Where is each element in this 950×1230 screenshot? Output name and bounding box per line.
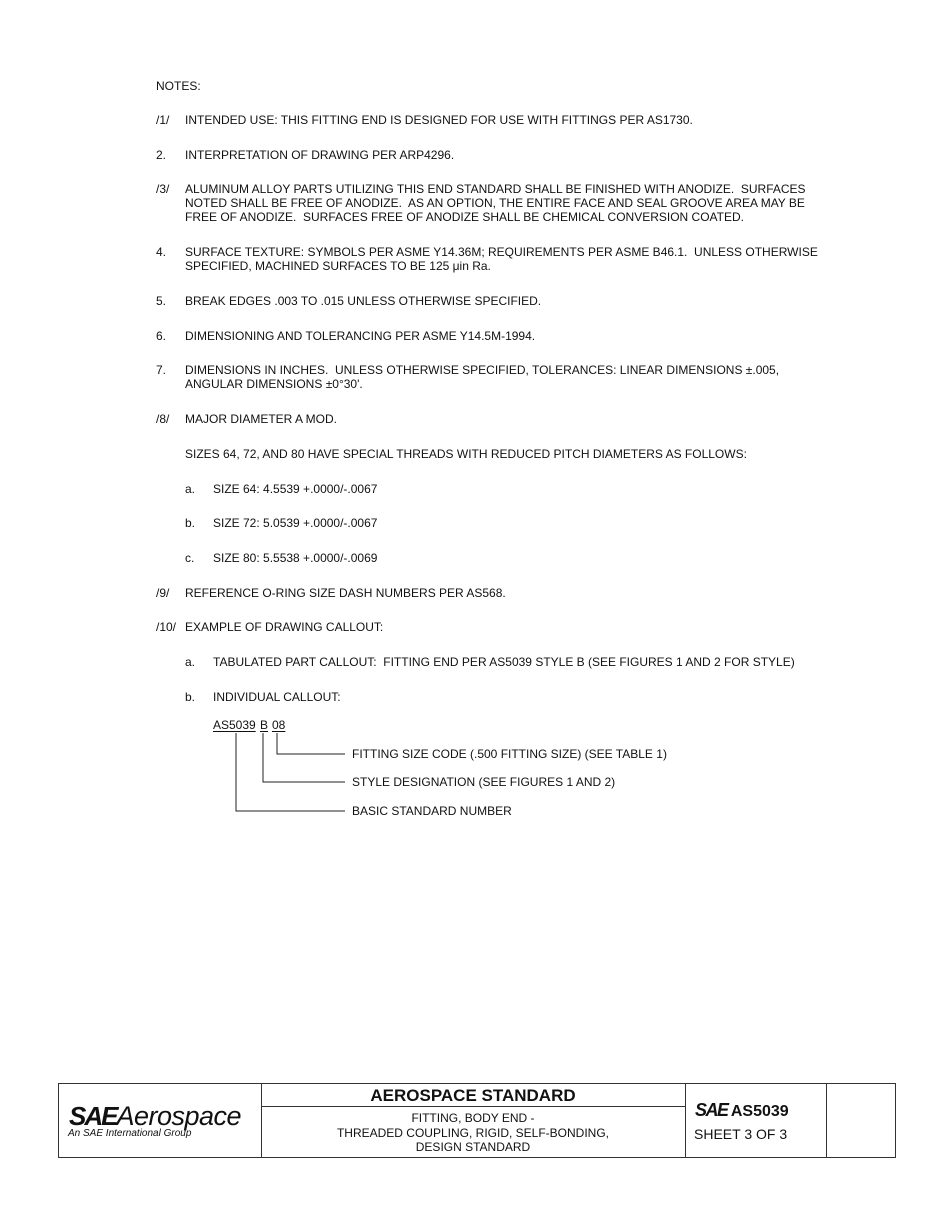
document-title-line-3: DESIGN STANDARD [415,1140,531,1154]
title-block-divider [826,1084,827,1157]
note-3-line-1: ALUMINUM ALLOY PARTS UTILIZING THIS END STANDARD SHALL BE FINISHED WITH ANODIZE. SURFACES [185,182,806,196]
note-10-text: EXAMPLE OF DRAWING CALLOUT: [185,620,384,634]
callout-label-size: FITTING SIZE CODE (.500 FITTING SIZE) (SEE TABLE 1) [352,747,667,761]
notes-heading: NOTES: [156,79,201,93]
note-8-item-c-number: c. [185,551,195,565]
note-7-line-1: DIMENSIONS IN INCHES. UNLESS OTHERWISE SPECIFIED, TOLERANCES: LINEAR DIMENSIONS ±.005, [185,363,780,377]
leader-basic [236,733,345,811]
document-number [695,1100,789,1122]
note-10-item-b-text: INDIVIDUAL CALLOUT: [213,690,341,704]
note-8-number: /8/ [156,412,170,426]
note-3-line-3: FREE OF ANODIZE. SURFACES FREE OF ANODIZE SHALL BE CHEMICAL CONVERSION COATED. [185,210,744,224]
note-8-item-b-text: SIZE 72: 5.0539 +.0000/-.0067 [213,516,378,530]
note-4-line-1: SURFACE TEXTURE: SYMBOLS PER ASME Y14.36M; REQUIREMENTS PER ASME B46.1. UNLESS OTHERWISE [185,245,818,259]
sheet-number: SHEET 3 OF 3 [694,1126,788,1142]
logo-tagline: An SAE International Group [68,1128,192,1139]
note-6-text: DIMENSIONING AND TOLERANCING PER ASME Y14.5M-1994. [185,329,536,343]
document-title-line-2: THREADED COUPLING, RIGID, SELF-BONDING, [336,1126,610,1140]
note-3-line-2: NOTED SHALL BE FREE OF ANODIZE. AS AN OPTION, THE ENTIRE FACE AND SEAL GROOVE AREA MAY BE [185,196,805,210]
callout-size-code: 08 [272,718,286,732]
note-9-text: REFERENCE O-RING SIZE DASH NUMBERS PER AS568. [185,586,506,600]
note-10-item-a-text: TABULATED PART CALLOUT: FITTING END PER AS5039 STYLE B (SEE FIGURES 1 AND 2 FOR STYLE) [213,655,795,669]
note-10-item-b-number: b. [185,690,196,704]
callout-basic-number: AS5039 [213,718,256,732]
note-8-item-a-text: SIZE 64: 4.5539 +.0000/-.0067 [213,482,378,496]
note-8-item-a-number: a. [185,482,196,496]
note-8-item-b-number: b. [185,516,196,530]
note-7-line-2: ANGULAR DIMENSIONS ±0°30'. [185,377,363,391]
doc-number-text: AS5039 [730,1103,789,1120]
note-10-item-a-number: a. [185,655,196,669]
title-block [58,1083,896,1158]
document-type-heading: AEROSPACE STANDARD [370,1086,576,1105]
note-8-item-c-text: SIZE 80: 5.5538 +.0000/-.0069 [213,551,378,565]
note-7-number: 7. [156,363,167,377]
logo-aerospace-text: Aerospace [116,1101,242,1131]
leader-style [263,733,345,782]
note-4-number: 4. [156,245,167,259]
document-title-line-1: FITTING, BODY END - [411,1111,535,1125]
note-4-line-2: SPECIFIED, MACHINED SURFACES TO BE 125 μin Ra. [185,259,491,273]
note-1-number: /1/ [156,113,170,127]
leader-size [277,733,345,754]
note-8-text: MAJOR DIAMETER A MOD. [185,412,338,426]
note-9-number: /9/ [156,586,170,600]
note-3-number: /3/ [156,182,170,196]
callout-label-basic: BASIC STANDARD NUMBER [352,804,512,818]
note-1-text: INTENDED USE: THIS FITTING END IS DESIGNED FOR USE WITH FITTINGS PER AS1730. [185,113,693,127]
title-block-divider [261,1106,685,1107]
logo-sae-text: SAE [69,1101,117,1131]
callout-style-letter: B [260,718,269,732]
note-6-number: 6. [156,329,167,343]
note-5-text: BREAK EDGES .003 TO .015 UNLESS OTHERWISE SPECIFIED. [185,294,542,308]
title-block-divider [685,1084,686,1157]
callout-label-style: STYLE DESIGNATION (SEE FIGURES 1 AND 2) [352,775,616,789]
note-5-number: 5. [156,294,167,308]
note-10-number: /10/ [156,620,177,634]
note-8-subtext: SIZES 64, 72, AND 80 HAVE SPECIAL THREADS WITH REDUCED PITCH DIAMETERS AS FOLLOWS: [185,447,747,461]
note-2-text: INTERPRETATION OF DRAWING PER ARP4296. [185,148,455,162]
note-2-number: 2. [156,148,167,162]
doc-sae-logo: SAE [695,1100,728,1120]
